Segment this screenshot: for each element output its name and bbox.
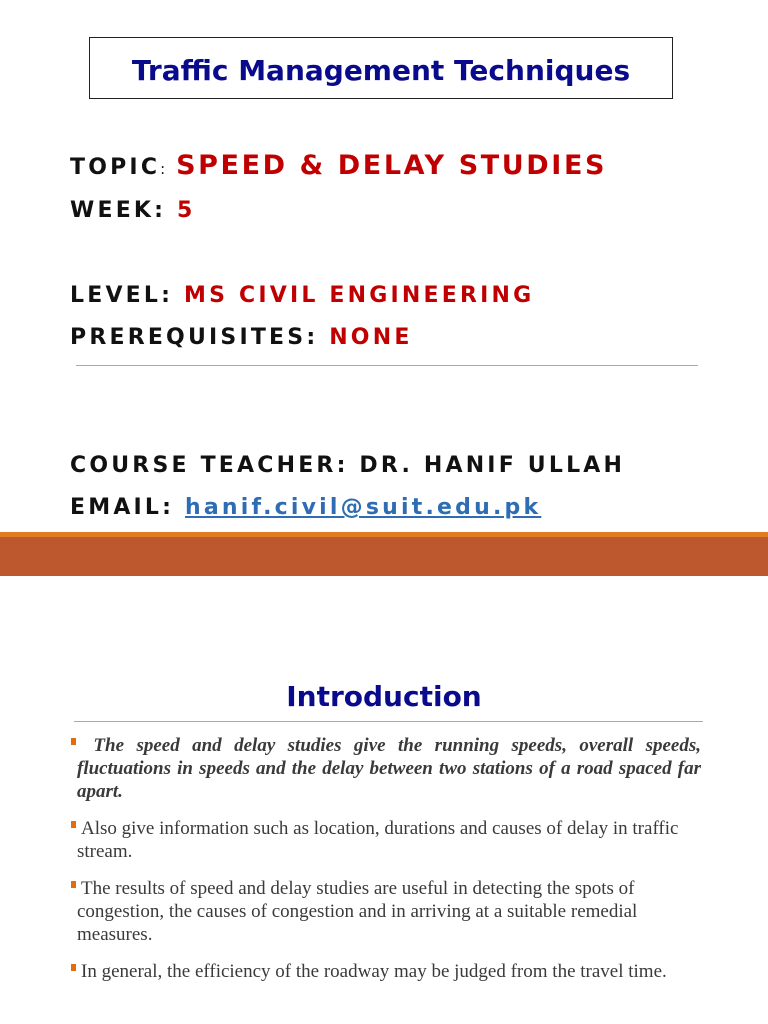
bullet-text: Also give information such as location, durations and causes of delay in traffic stream. xyxy=(77,818,679,862)
prerequisites-line xyxy=(70,325,413,350)
orange-band-thick xyxy=(0,537,768,576)
email-link[interactable]: hanif.civil@suit.edu.pk xyxy=(185,495,542,520)
bullet-text: In general, the efficiency of the roadway may be judged from the travel time. xyxy=(81,961,667,982)
bullet-list xyxy=(77,734,701,997)
level-label: LEVEL: xyxy=(70,283,174,308)
title-box xyxy=(89,37,673,99)
bullet-text: The speed and delay studies give the running speeds, overall speeds, fluctuations in speeds and the delay between two stations of a road spaced far apart. xyxy=(77,735,701,802)
prerequisites-label: PREREQUISITES: xyxy=(70,325,319,350)
bullet-item xyxy=(77,960,701,983)
topic-label: TOPIC xyxy=(70,155,161,180)
topic-line xyxy=(70,150,607,181)
level-line xyxy=(70,283,534,308)
week-line xyxy=(70,198,196,223)
bullet-square-icon xyxy=(71,821,76,828)
prerequisites-value: NONE xyxy=(329,325,413,350)
divider xyxy=(76,365,698,366)
bullet-square-icon xyxy=(71,964,76,971)
bullet-item xyxy=(77,877,701,946)
bullet-square-icon xyxy=(71,738,76,745)
email-label: EMAIL: xyxy=(70,495,175,520)
week-label: WEEK: xyxy=(70,198,167,223)
bullet-item xyxy=(77,817,701,863)
course-teacher-line: COURSE TEACHER: DR. HANIF ULLAH xyxy=(70,453,626,478)
topic-separator: : xyxy=(160,160,166,178)
heading-divider xyxy=(74,721,703,722)
bullet-square-icon xyxy=(71,881,76,888)
slide-title: Traffic Management Techniques xyxy=(131,53,631,87)
email-line xyxy=(70,495,541,520)
bullet-item xyxy=(77,734,701,803)
bullet-text: The results of speed and delay studies are useful in detecting the spots of congestion, the causes of congestion and in arriving at a suitable remedial measures. xyxy=(77,878,638,945)
introduction-heading: Introduction xyxy=(286,680,482,713)
week-value: 5 xyxy=(177,198,196,223)
topic-value: SPEED & DELAY STUDIES xyxy=(176,150,608,181)
level-value: MS CIVIL ENGINEERING xyxy=(183,283,535,308)
